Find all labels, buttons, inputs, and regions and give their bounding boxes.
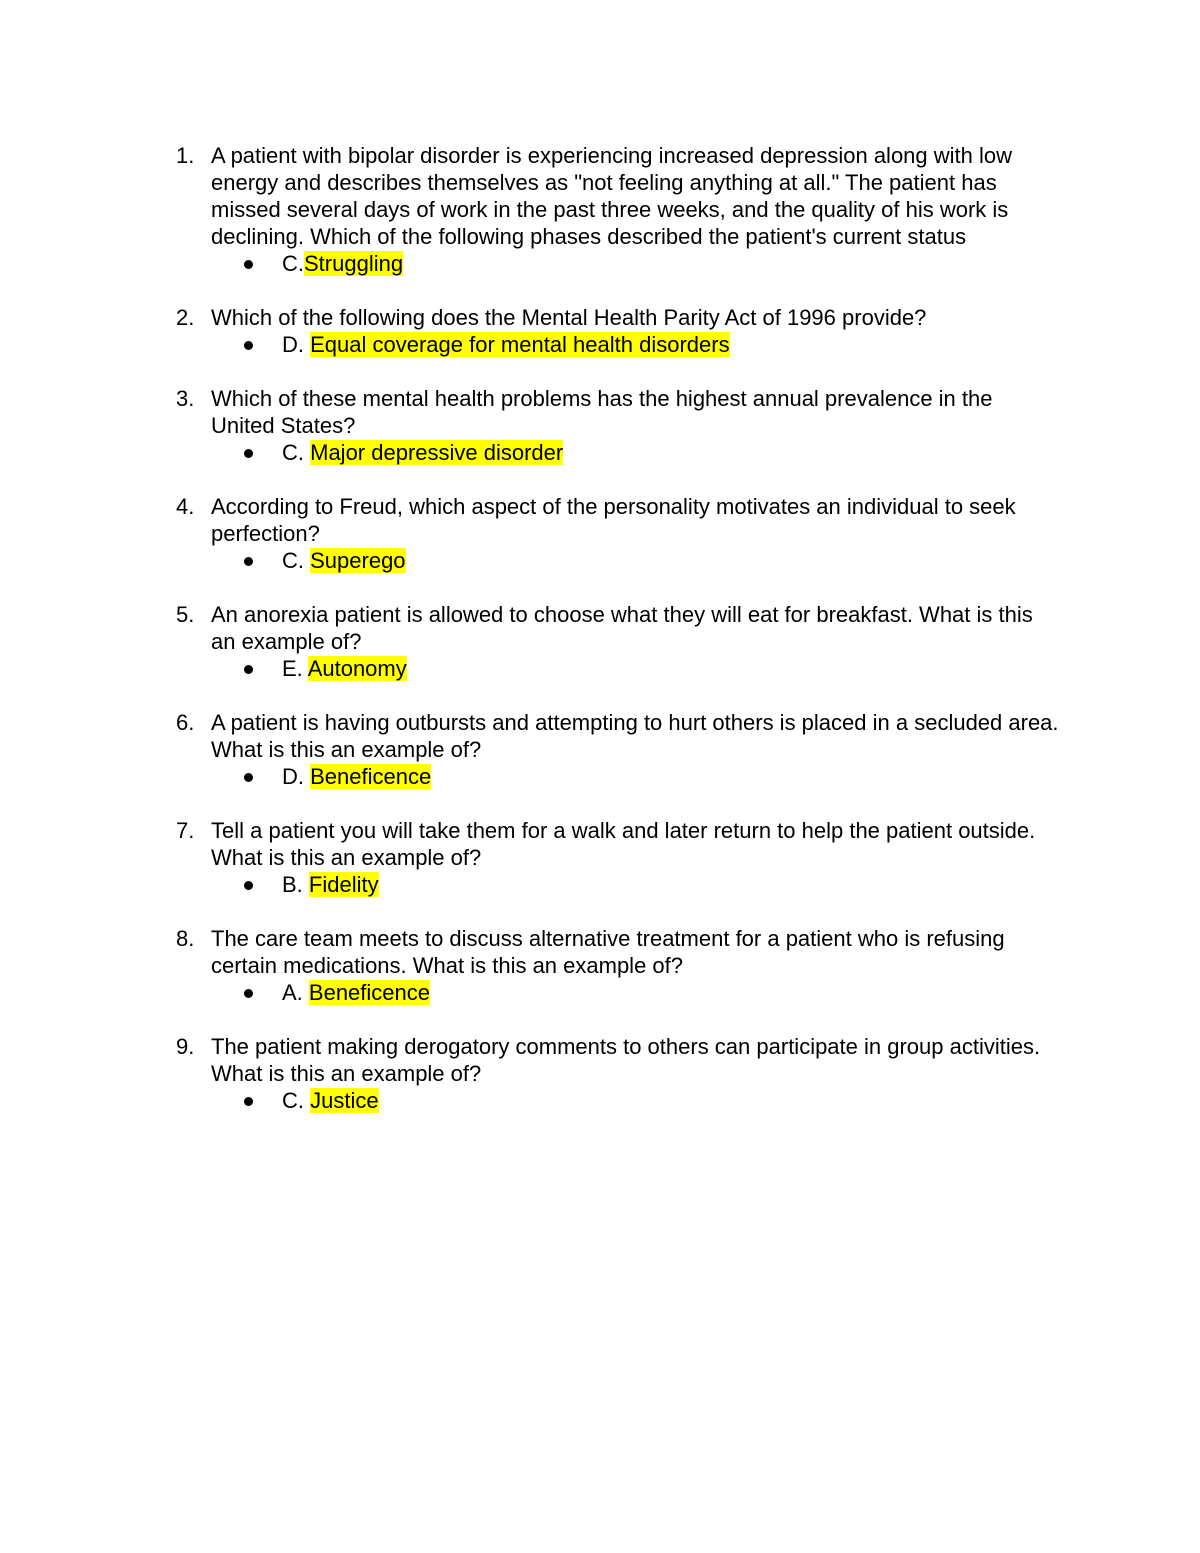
answer-letter: D. xyxy=(282,764,311,789)
answer-line xyxy=(282,871,1200,898)
bullet-icon xyxy=(244,881,253,890)
bullet-icon xyxy=(244,557,253,566)
question-text: Which of the following does the Mental Health Parity Act of 1996 provide? xyxy=(211,305,927,330)
question-item-8 xyxy=(0,925,1200,1006)
answer-line xyxy=(282,331,1200,358)
question-item-4 xyxy=(0,493,1200,574)
answer-highlight: Equal coverage for mental health disorders xyxy=(310,332,730,357)
bullet-icon xyxy=(244,449,253,458)
question-number: 8. xyxy=(176,926,195,951)
answer-line xyxy=(282,655,1200,682)
question-text: An anorexia patient is allowed to choose what they will eat for breakfast. What is this an example of? xyxy=(211,602,1033,654)
question-number: 1. xyxy=(176,143,195,168)
answer-line xyxy=(282,250,1200,277)
question-item-1 xyxy=(0,142,1200,277)
answer-line xyxy=(282,439,1200,466)
answer-letter: B. xyxy=(282,872,309,897)
question-text: The patient making derogatory comments to others can participate in group activities. What is this an example of? xyxy=(211,1034,1041,1086)
question-item-2 xyxy=(0,304,1200,358)
question-text: Tell a patient you will take them for a walk and later return to help the patient outside. What is this an example of? xyxy=(211,818,1036,870)
question-item-5 xyxy=(0,601,1200,682)
question-item-3 xyxy=(0,385,1200,466)
answer-line xyxy=(282,763,1200,790)
question-text: Which of these mental health problems has the highest annual prevalence in the United States? xyxy=(211,386,993,438)
question-number: 6. xyxy=(176,710,195,735)
answer-letter: D. xyxy=(282,332,311,357)
question-number: 5. xyxy=(176,602,195,627)
answer-letter: A. xyxy=(282,980,309,1005)
answer-letter: C. xyxy=(282,548,311,573)
answer-letter: E. xyxy=(282,656,308,681)
question-text: A patient with bipolar disorder is experiencing increased depression along with low energy and describes themselves as "not feeling anything at all." The patient has missed several days of work in the past three weeks, and the quality of his work is declining. Which of the following phases described the patient's current status xyxy=(211,143,1013,249)
answer-line xyxy=(282,979,1200,1006)
question-number: 4. xyxy=(176,494,195,519)
question-item-7 xyxy=(0,817,1200,898)
answer-highlight: Justice xyxy=(310,1088,379,1113)
answer-highlight: Major depressive disorder xyxy=(310,440,564,465)
question-number: 9. xyxy=(176,1034,195,1059)
question-number: 7. xyxy=(176,818,195,843)
question-list xyxy=(0,142,1200,1141)
answer-letter: C. xyxy=(282,440,311,465)
question-item-9 xyxy=(0,1033,1200,1114)
question-text: The care team meets to discuss alternative treatment for a patient who is refusing certain medications. What is this an example of? xyxy=(211,926,1005,978)
answer-highlight: Autonomy xyxy=(307,656,407,681)
answer-highlight: Fidelity xyxy=(308,872,379,897)
bullet-icon xyxy=(244,665,253,674)
bullet-icon xyxy=(244,773,253,782)
answer-letter: C. xyxy=(282,1088,311,1113)
question-item-6 xyxy=(0,709,1200,790)
answer-highlight: Struggling xyxy=(304,251,404,276)
question-number: 2. xyxy=(176,305,195,330)
question-text: A patient is having outbursts and attempting to hurt others is placed in a secluded area. What is this an example of? xyxy=(211,710,1059,762)
bullet-icon xyxy=(244,341,253,350)
answer-line xyxy=(282,547,1200,574)
answer-highlight: Beneficence xyxy=(308,980,430,1005)
bullet-icon xyxy=(244,260,253,269)
bullet-icon xyxy=(244,989,253,998)
answer-line xyxy=(282,1087,1200,1114)
answer-highlight: Superego xyxy=(310,548,406,573)
answer-highlight: Beneficence xyxy=(310,764,432,789)
answer-letter: C. xyxy=(282,251,304,276)
bullet-icon xyxy=(244,1097,253,1106)
question-number: 3. xyxy=(176,386,195,411)
question-text: According to Freud, which aspect of the personality motivates an individual to seek perfection? xyxy=(211,494,1016,546)
